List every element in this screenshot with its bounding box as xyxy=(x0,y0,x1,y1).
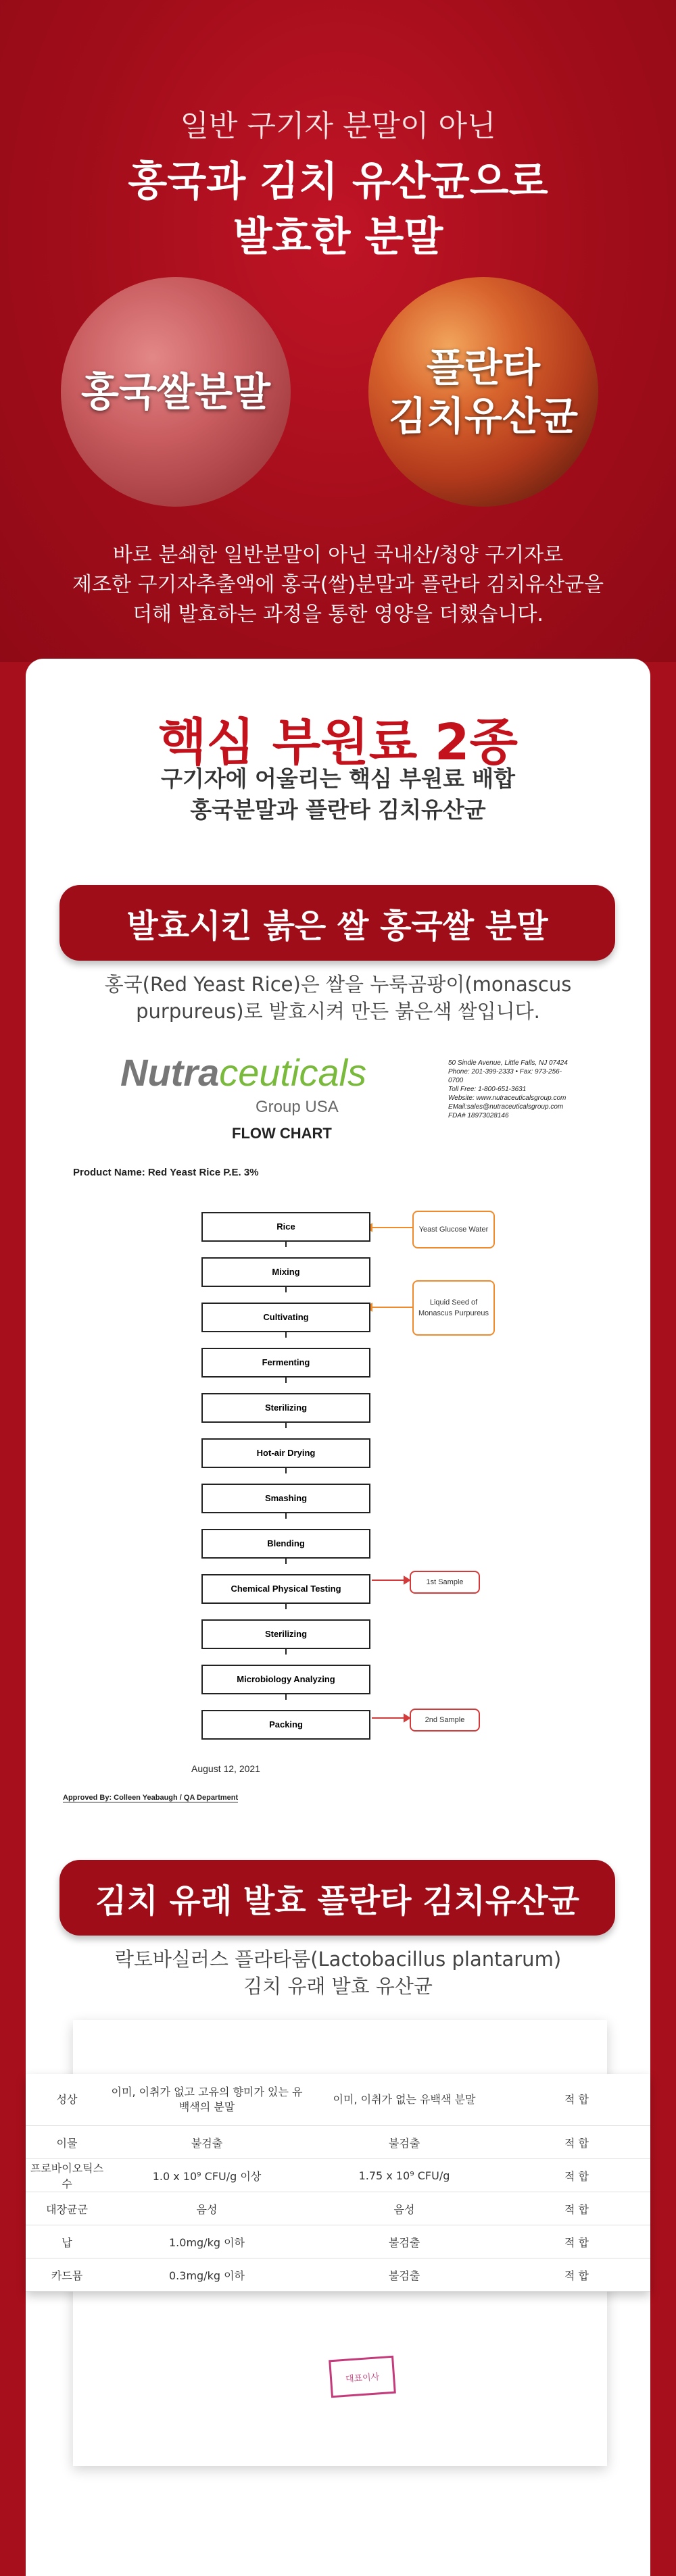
kimchi-label-line1: 플란타 xyxy=(426,345,541,390)
address-line: FDA# 18973028146 xyxy=(448,1112,509,1119)
table-cell: 적 합 xyxy=(503,2225,650,2258)
table-cell: 이미, 이취가 없는 유백색 분말 xyxy=(306,2074,503,2126)
table-cell: 이물 xyxy=(26,2126,108,2159)
flow-step: Cultivating xyxy=(201,1303,370,1332)
hero-title-line1: 홍국과 김치 유산균으로 xyxy=(128,158,548,205)
note-2nd-sample: 2nd Sample xyxy=(410,1709,480,1732)
table-cell: 적 합 xyxy=(503,2258,650,2292)
logo-accent: ceuticals xyxy=(219,1051,367,1094)
table-row xyxy=(26,2225,650,2258)
flow-chart-title: FLOW CHART xyxy=(232,1125,332,1142)
kimchi-image xyxy=(368,277,598,507)
flow-step: Hot-air Drying xyxy=(201,1438,370,1468)
flow-chart-date: August 12, 2021 xyxy=(191,1763,260,1774)
item1-desc-line1: 홍국(Red Yeast Rice)은 쌀을 누룩곰팡이(monascus xyxy=(104,973,572,996)
flow-connectors xyxy=(114,1051,573,1814)
table-cell: 불검출 xyxy=(306,2126,503,2159)
table-cell: 적 합 xyxy=(503,2159,650,2192)
table-cell: 0.3mg/kg 이하 xyxy=(108,2258,306,2292)
address-line: EMail:sales@nutraceuticalsgroup.com xyxy=(448,1103,564,1111)
flow-step: Smashing xyxy=(201,1484,370,1513)
flow-step: Blending xyxy=(201,1529,370,1559)
hero-description xyxy=(0,540,676,630)
item2-desc-line2: 김치 유래 발효 유산균 xyxy=(243,1975,433,1998)
table-cell: 불검출 xyxy=(306,2225,503,2258)
flow-step: Packing xyxy=(201,1710,370,1740)
table-cell: 불검출 xyxy=(108,2126,306,2159)
address-line: 50 Sindle Avenue, Little Falls, NJ 07424 xyxy=(448,1059,568,1067)
product-name: Product Name: Red Yeast Rice P.E. 3% xyxy=(73,1167,259,1178)
flow-step: Sterilizing xyxy=(201,1619,370,1649)
item2-desc-line1: 락토바실러스 플라타룸(Lactobacillus plantarum) xyxy=(114,1948,562,1971)
table-cell: 납 xyxy=(26,2225,108,2258)
kimchi-label-line2: 김치유산균 xyxy=(388,393,579,439)
table-row xyxy=(26,2258,650,2292)
section-subtitle-line1: 구기자에 어울리는 핵심 부원료 배합 xyxy=(160,765,516,792)
ingredients-card xyxy=(26,659,650,2576)
table-cell: 적 합 xyxy=(503,2126,650,2159)
hero-title-line2: 발효한 분말 xyxy=(233,213,443,261)
table-row xyxy=(26,2126,650,2159)
item2-heading: 김치 유래 발효 플란타 김치유산균 xyxy=(59,1860,615,1936)
logo-group: Group USA xyxy=(256,1098,339,1116)
table-cell: 1.75 x 10⁹ CFU/g xyxy=(306,2159,503,2192)
hero-section xyxy=(0,0,676,662)
certificate-table xyxy=(26,2074,650,2292)
red-yeast-rice-powder-image xyxy=(61,277,291,507)
flow-step: Fermenting xyxy=(201,1348,370,1378)
powder-label: 홍국쌀분말 xyxy=(80,369,271,415)
flow-chart-document xyxy=(63,1051,573,1814)
item2-description xyxy=(26,1946,650,2000)
flow-step: Mixing xyxy=(201,1257,370,1287)
table-cell: 음성 xyxy=(108,2192,306,2225)
flow-step: Sterilizing xyxy=(201,1393,370,1423)
note-yeast-glucose: Yeast Glucose Water xyxy=(412,1211,495,1248)
table-cell: 1.0mg/kg 이하 xyxy=(108,2225,306,2258)
table-row xyxy=(26,2192,650,2225)
approved-by: Approved By: Colleen Yeabaugh / QA Department xyxy=(63,1794,239,1802)
hero-desc-line3: 더해 발효하는 과정을 통한 영양을 더했습니다. xyxy=(132,603,544,626)
address-line: Toll Free: 1-800-651-3631 xyxy=(448,1086,527,1093)
flow-step: Chemical Physical Testing xyxy=(201,1574,370,1604)
flow-step: Microbiology Analyzing xyxy=(201,1665,370,1694)
hero-desc-line2: 제조한 구기자추출액에 홍국(쌀)분말과 플란타 김치유산균을 xyxy=(72,573,604,597)
table-cell: 음성 xyxy=(306,2192,503,2225)
note-1st-sample: 1st Sample xyxy=(410,1571,480,1594)
company-stamp: 대표이사 xyxy=(329,2356,396,2398)
section-subtitle-line2: 홍국분말과 플란타 김치유산균 xyxy=(190,797,486,823)
table-cell: 성상 xyxy=(26,2074,108,2126)
flow-step: Rice xyxy=(201,1212,370,1242)
table-cell: 프로바이오틱스 수 xyxy=(26,2159,108,2192)
hero-desc-line1: 바로 분쇄한 일반분말이 아닌 국내산/청양 구기자로 xyxy=(112,543,564,567)
section-title: 핵심 부원료 2종 xyxy=(158,713,518,772)
table-cell: 적 합 xyxy=(503,2192,650,2225)
address-line: Website: www.nutraceuticalsgroup.com xyxy=(448,1094,566,1102)
table-cell: 이미, 이취가 없고 고유의 향미가 있는 유백색의 분말 xyxy=(108,2074,306,2126)
item1-description xyxy=(26,971,650,1025)
item1-heading: 발효시킨 붉은 쌀 홍국쌀 분말 xyxy=(59,885,615,961)
table-row xyxy=(26,2074,650,2126)
table-cell: 대장균군 xyxy=(26,2192,108,2225)
note-liquid-seed: Liquid Seed of Monascus Purpureus xyxy=(412,1280,495,1336)
logo-main: Nutra xyxy=(120,1051,220,1094)
table-cell: 카드뮴 xyxy=(26,2258,108,2292)
address-line: Phone: 201-399-2333 • Fax: 973-256-0700 xyxy=(448,1068,562,1084)
hero-subtitle: 일반 구기자 분말이 아닌 xyxy=(180,109,496,143)
test-certificate xyxy=(26,2020,650,2520)
table-row xyxy=(26,2159,650,2192)
table-cell: 불검출 xyxy=(306,2258,503,2292)
table-cell: 1.0 x 10⁹ CFU/g 이상 xyxy=(108,2159,306,2192)
table-cell: 적 합 xyxy=(503,2074,650,2126)
item1-desc-line2: purpureus)로 발효시켜 만든 붉은색 쌀입니다. xyxy=(136,1000,540,1023)
hero-title xyxy=(0,154,676,265)
section-subtitle xyxy=(26,763,650,826)
